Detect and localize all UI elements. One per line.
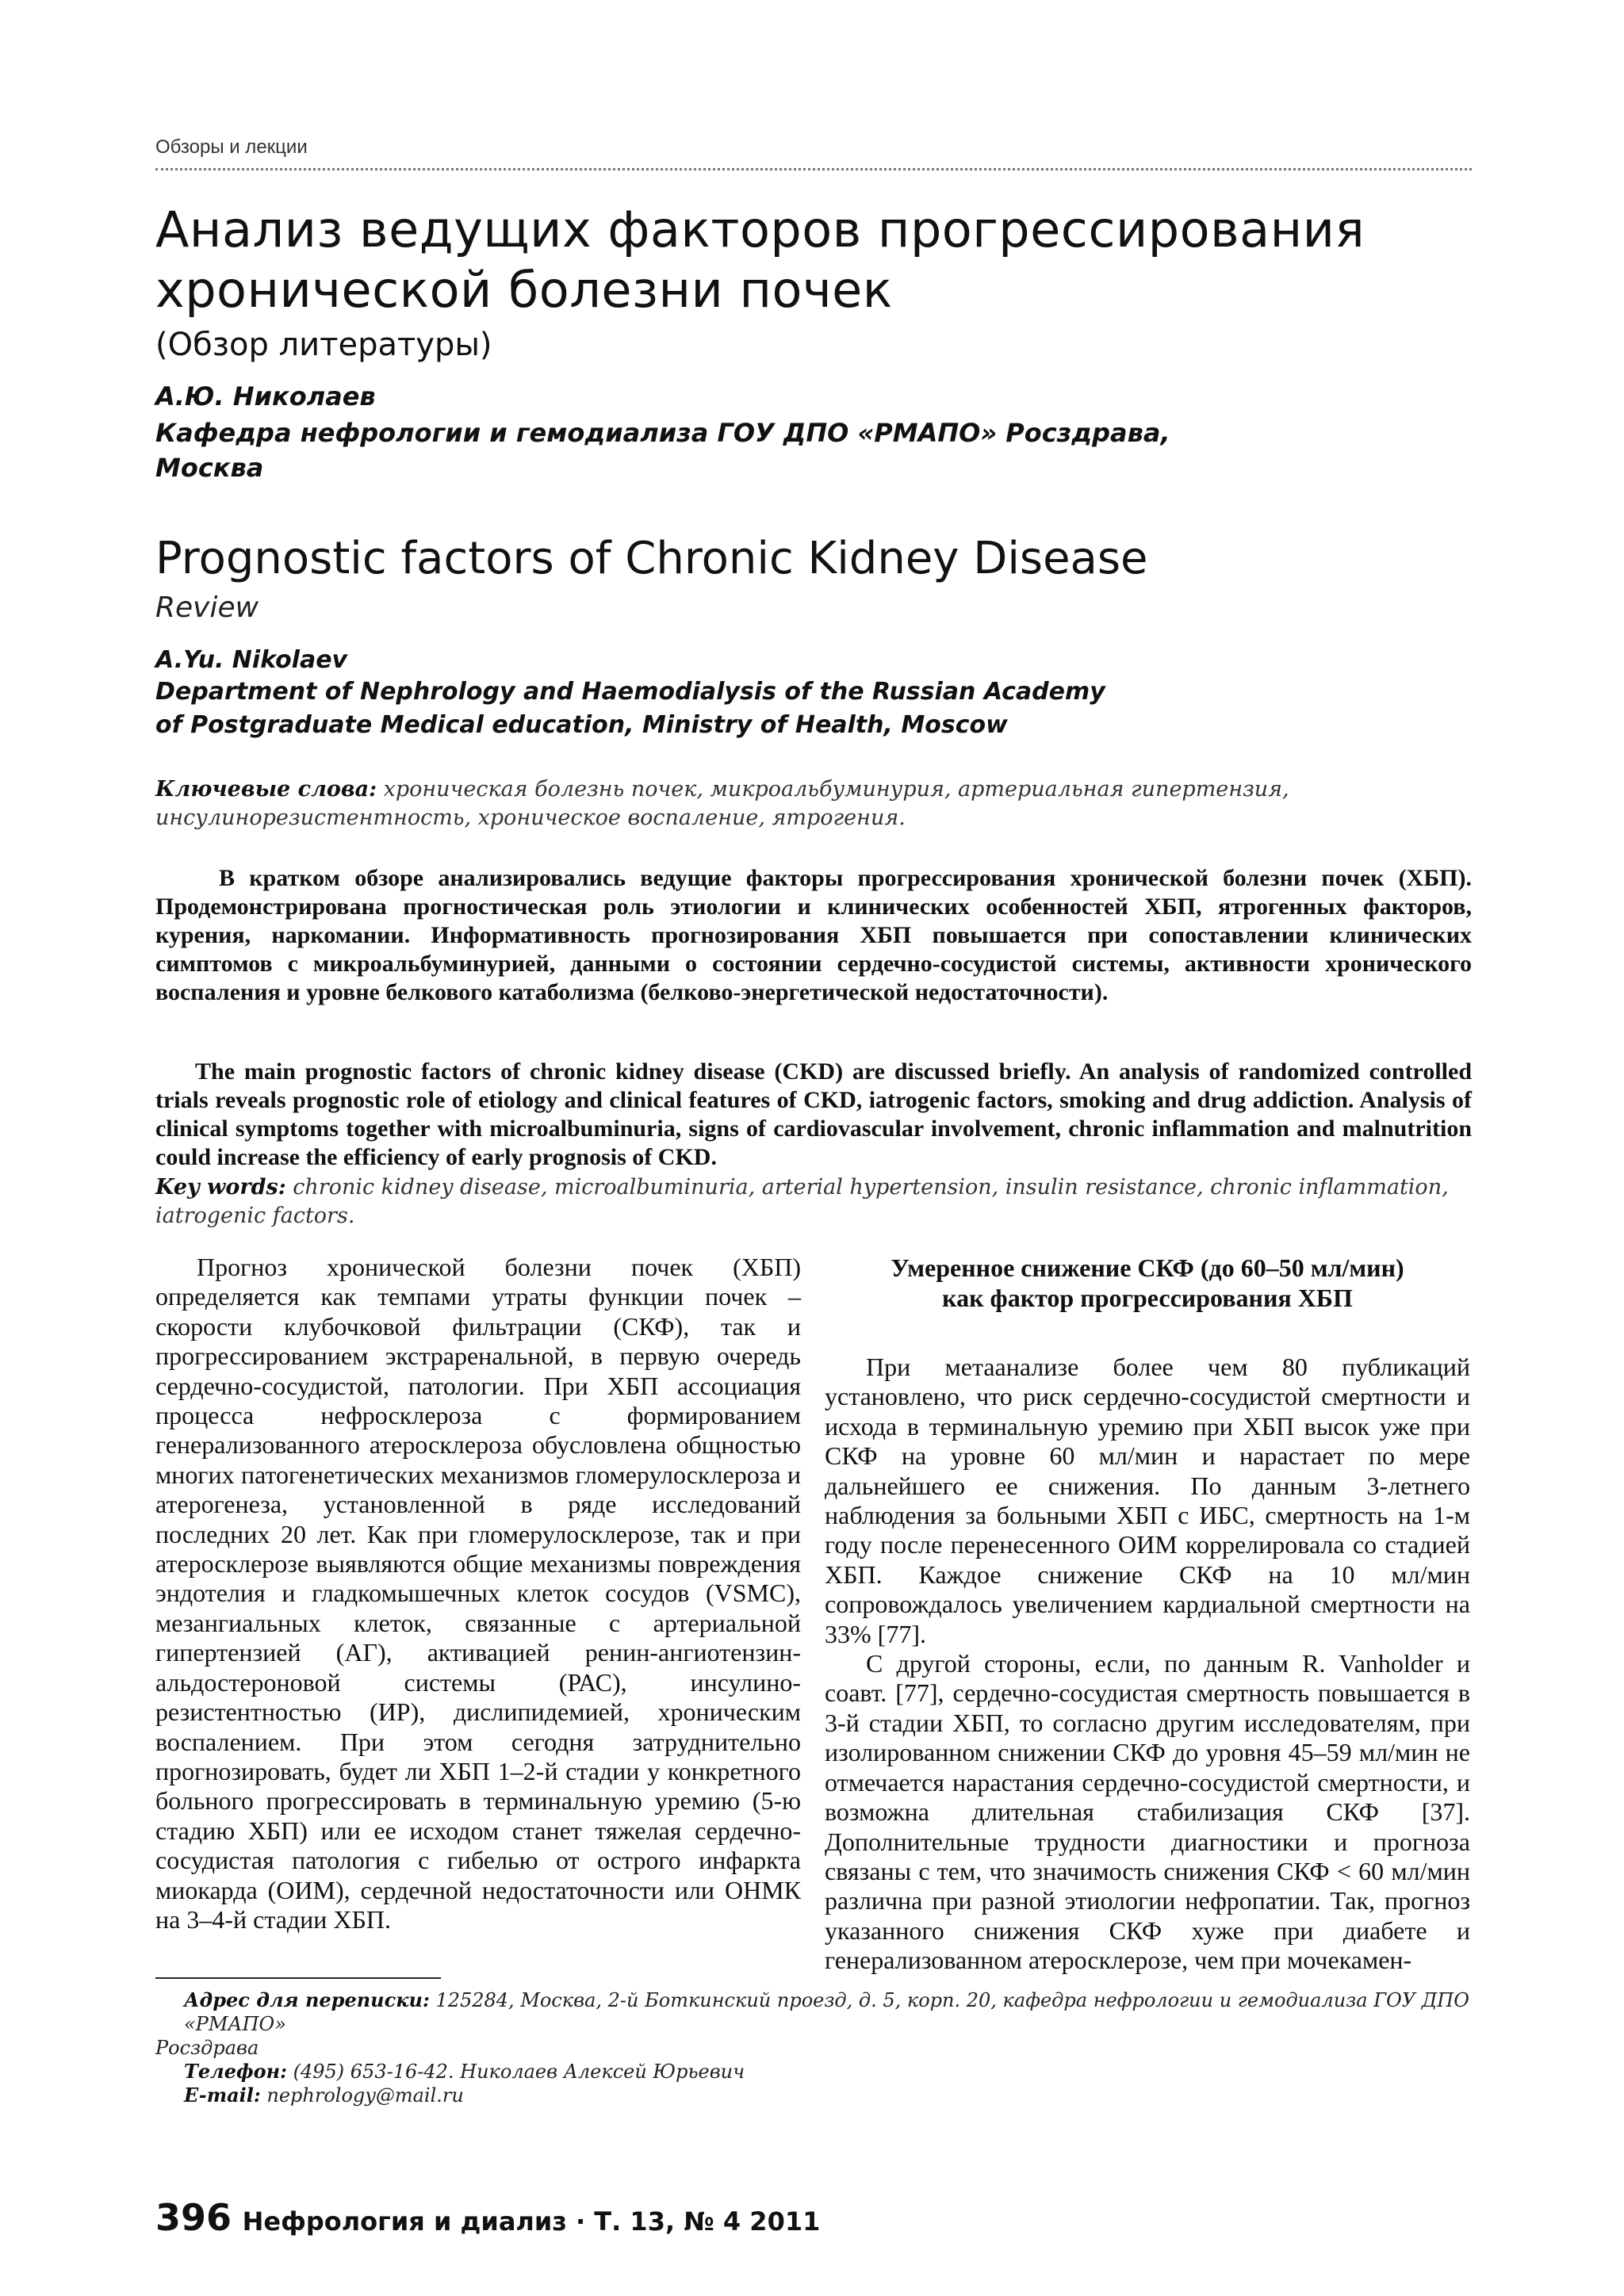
body-column-left: [155, 1253, 801, 1934]
body-paragraph: С другой стороны, если, по данным R. Vanholder и соавт. [77], сердечно-сосудистая смертность повышается в 3-й стадии ХБП, то согласно другим исследователям, при изолированном снижении СКФ до уровня 45–59 мл/мин не отмечается нарастания сердечно-сосудистой смертности, и возможна длительная стабилизация СКФ [37]. Дополнительные трудности диагностики и прогноза связаны с тем, что значимость снижения СКФ < 60 мл/мин различна при разной этиологии нефропатии. Так, прогноз указанного снижения СКФ хуже при диабете и генерализованном атеросклерозе, чем при мочекамен-: [825, 1649, 1470, 1975]
keywords-ru: [155, 775, 1472, 832]
keywords-ru-text: хроническая болезнь почек, микроальбуминурия, артериальная гипертензия, инсулинорезистентность, хроническое воспаление, ятрогения.: [155, 777, 1289, 830]
keywords-en-label: Key words:: [155, 1175, 286, 1200]
affiliation-en: [155, 675, 1345, 742]
article-subtitle-en: Review: [155, 591, 259, 624]
page-footer: [155, 2196, 820, 2239]
header-divider: [155, 168, 1472, 170]
keywords-en-text: chronic kidney disease, microalbuminuria, arterial hypertension, insulin resistance, chronic inflammation, iatrogenic factors.: [155, 1175, 1449, 1228]
email-line: [155, 2084, 1472, 2107]
address-label: Адрес для переписки:: [184, 1988, 430, 2011]
address-line-2: Росздрава: [155, 2037, 259, 2059]
phone-label: Телефон:: [184, 2060, 287, 2083]
body-column-right: [825, 1253, 1470, 1976]
address-line: [155, 1988, 1472, 2036]
affiliation-ru-line-2: Москва: [155, 453, 264, 483]
affiliation-ru: [155, 415, 1345, 485]
affiliation-ru-line-1: Кафедра нефрологии и гемодиализа ГОУ ДПО «РМАПО» Росздрава,: [155, 418, 1170, 448]
article-title-en: Prognostic factors of Chronic Kidney Disease: [155, 533, 1148, 584]
abstract-ru: В кратком обзоре анализировались ведущие факторы прогрессирования хронической болезни почек (ХБП). Продемонстрирована прогностическая роль этиологии и клинических особенностей ХБП, ятрогенных факторов, курения, наркомании. Информативность прогнозирования ХБП повышается при сопоставлении клинических симптомов с микроальбуминурией, данными о состоянии сердечно-сосудистой системы, активности хронического воспаления и уровне белкового катаболизма (белково-энергетической недостаточности).: [155, 865, 1472, 1005]
section-tag: Обзоры и лекции: [155, 136, 308, 158]
journal-citation: Нефрология и диализ · Т. 13, № 4 2011: [242, 2206, 821, 2237]
keywords-en: [155, 1173, 1472, 1230]
page-number: 396: [155, 2196, 232, 2239]
footnote-divider: [155, 1977, 441, 1979]
phone-text: (495) 653-16-42. Николаев Алексей Юрьевич: [293, 2061, 745, 2083]
section-heading-line-1: Умеренное снижение СКФ (до 60–50 мл/мин): [891, 1253, 1404, 1282]
keywords-ru-label: Ключевые слова:: [155, 777, 377, 802]
affiliation-en-line-2: of Postgraduate Medical education, Ministry of Health, Moscow: [155, 711, 1008, 739]
body-paragraph: При метаанализе более чем 80 публикаций установлено, что риск сердечно-сосудистой смертности и исхода в терминальную уремию при ХБП высок уже при СКФ на уровне 60 мл/мин и нарастает по мере дальнейшего ее снижения. По данным 3-летнего наблюдения за больными ХБП с ИБС, смертность на 1-м году после перенесенного ОИМ коррелировала со стадией ХБП. Каждое снижение СКФ на 10 мл/мин сопровождалось увеличением кардиальной смертности на 33% [77].: [825, 1353, 1470, 1648]
article-subtitle-ru: (Обзор литературы): [155, 327, 492, 363]
footnotes: [155, 1988, 1472, 2107]
email-label: E-mail:: [184, 2084, 261, 2107]
phone-line: [155, 2060, 1472, 2084]
article-title-ru: [155, 200, 1472, 320]
body-paragraph: Прогноз хронической болезни почек (ХБП) определяется как темпами утраты функции почек – скорости клубочковой фильтрации (СКФ), так и прогрессированием экстраренальной, в первую очередь сердечно-сосудистой, патологии. При ХБП ассоциация процесса нефросклероза с формированием генерализованного атеросклероза обусловлена общностью многих патогенетических механизмов гломерулосклероза и атерогенеза, установленной в ряде исследований последних 20 лет. Как при гломерулосклерозе, так и при атеросклерозе выявляются общие механизмы повреждения эндотелия и гладкомышечных клеток сосудов (VSMC), мезангиальных клеток, связанные с артериальной гипертензией (АГ), активацией ренин-ангиотензин-альдостероновой системы (РАС), инсулино-резистентностью (ИР), дислипидемией, хроническим воспалением. При этом сегодня затруднительно прогнозировать, будет ли ХБП 1–2-й стадии у конкретного больного прогрессировать в терминальную уремию (5-ю стадию ХБП) или ее исходом станет тяжелая сердечно-сосудистая патология с гибелью от острого инфаркта миокарда (ОИМ), сердечной недостаточности или ОНМК на 3–4-й стадии ХБП.: [155, 1253, 801, 1934]
abstract-en: The main prognostic factors of chronic kidney disease (CKD) are discussed briefly. An analysis of randomized controlled trials reveals prognostic role of etiology and clinical features of CKD, iatrogenic factors, smoking and drug addiction. Analysis of clinical symptoms together with microalbuminuria, signs of cardiovascular involvement, chronic inflammation and malnutrition could increase the efficiency of early prognosis of CKD.: [155, 1058, 1472, 1170]
email-link[interactable]: nephrology@mail.ru: [266, 2084, 464, 2107]
author-ru: А.Ю. Николаев: [155, 381, 376, 411]
section-heading-line-2: как фактор прогрессирования ХБП: [942, 1284, 1353, 1312]
title-ru-line-2: хронической болезни почек: [155, 261, 893, 319]
title-ru-line-1: Анализ ведущих факторов прогрессирования: [155, 201, 1365, 258]
section-heading: [825, 1253, 1470, 1313]
affiliation-en-line-1: Department of Nephrology and Haemodialysis of the Russian Academy: [155, 678, 1105, 706]
address-text: 125284, Москва, 2-й Боткинский проезд, д. 5, корп. 20, кафедра нефрологии и гемодиализа ГОУ ДПО «РМАПО»: [184, 1989, 1469, 2035]
author-en: A.Yu. Nikolaev: [155, 646, 348, 674]
